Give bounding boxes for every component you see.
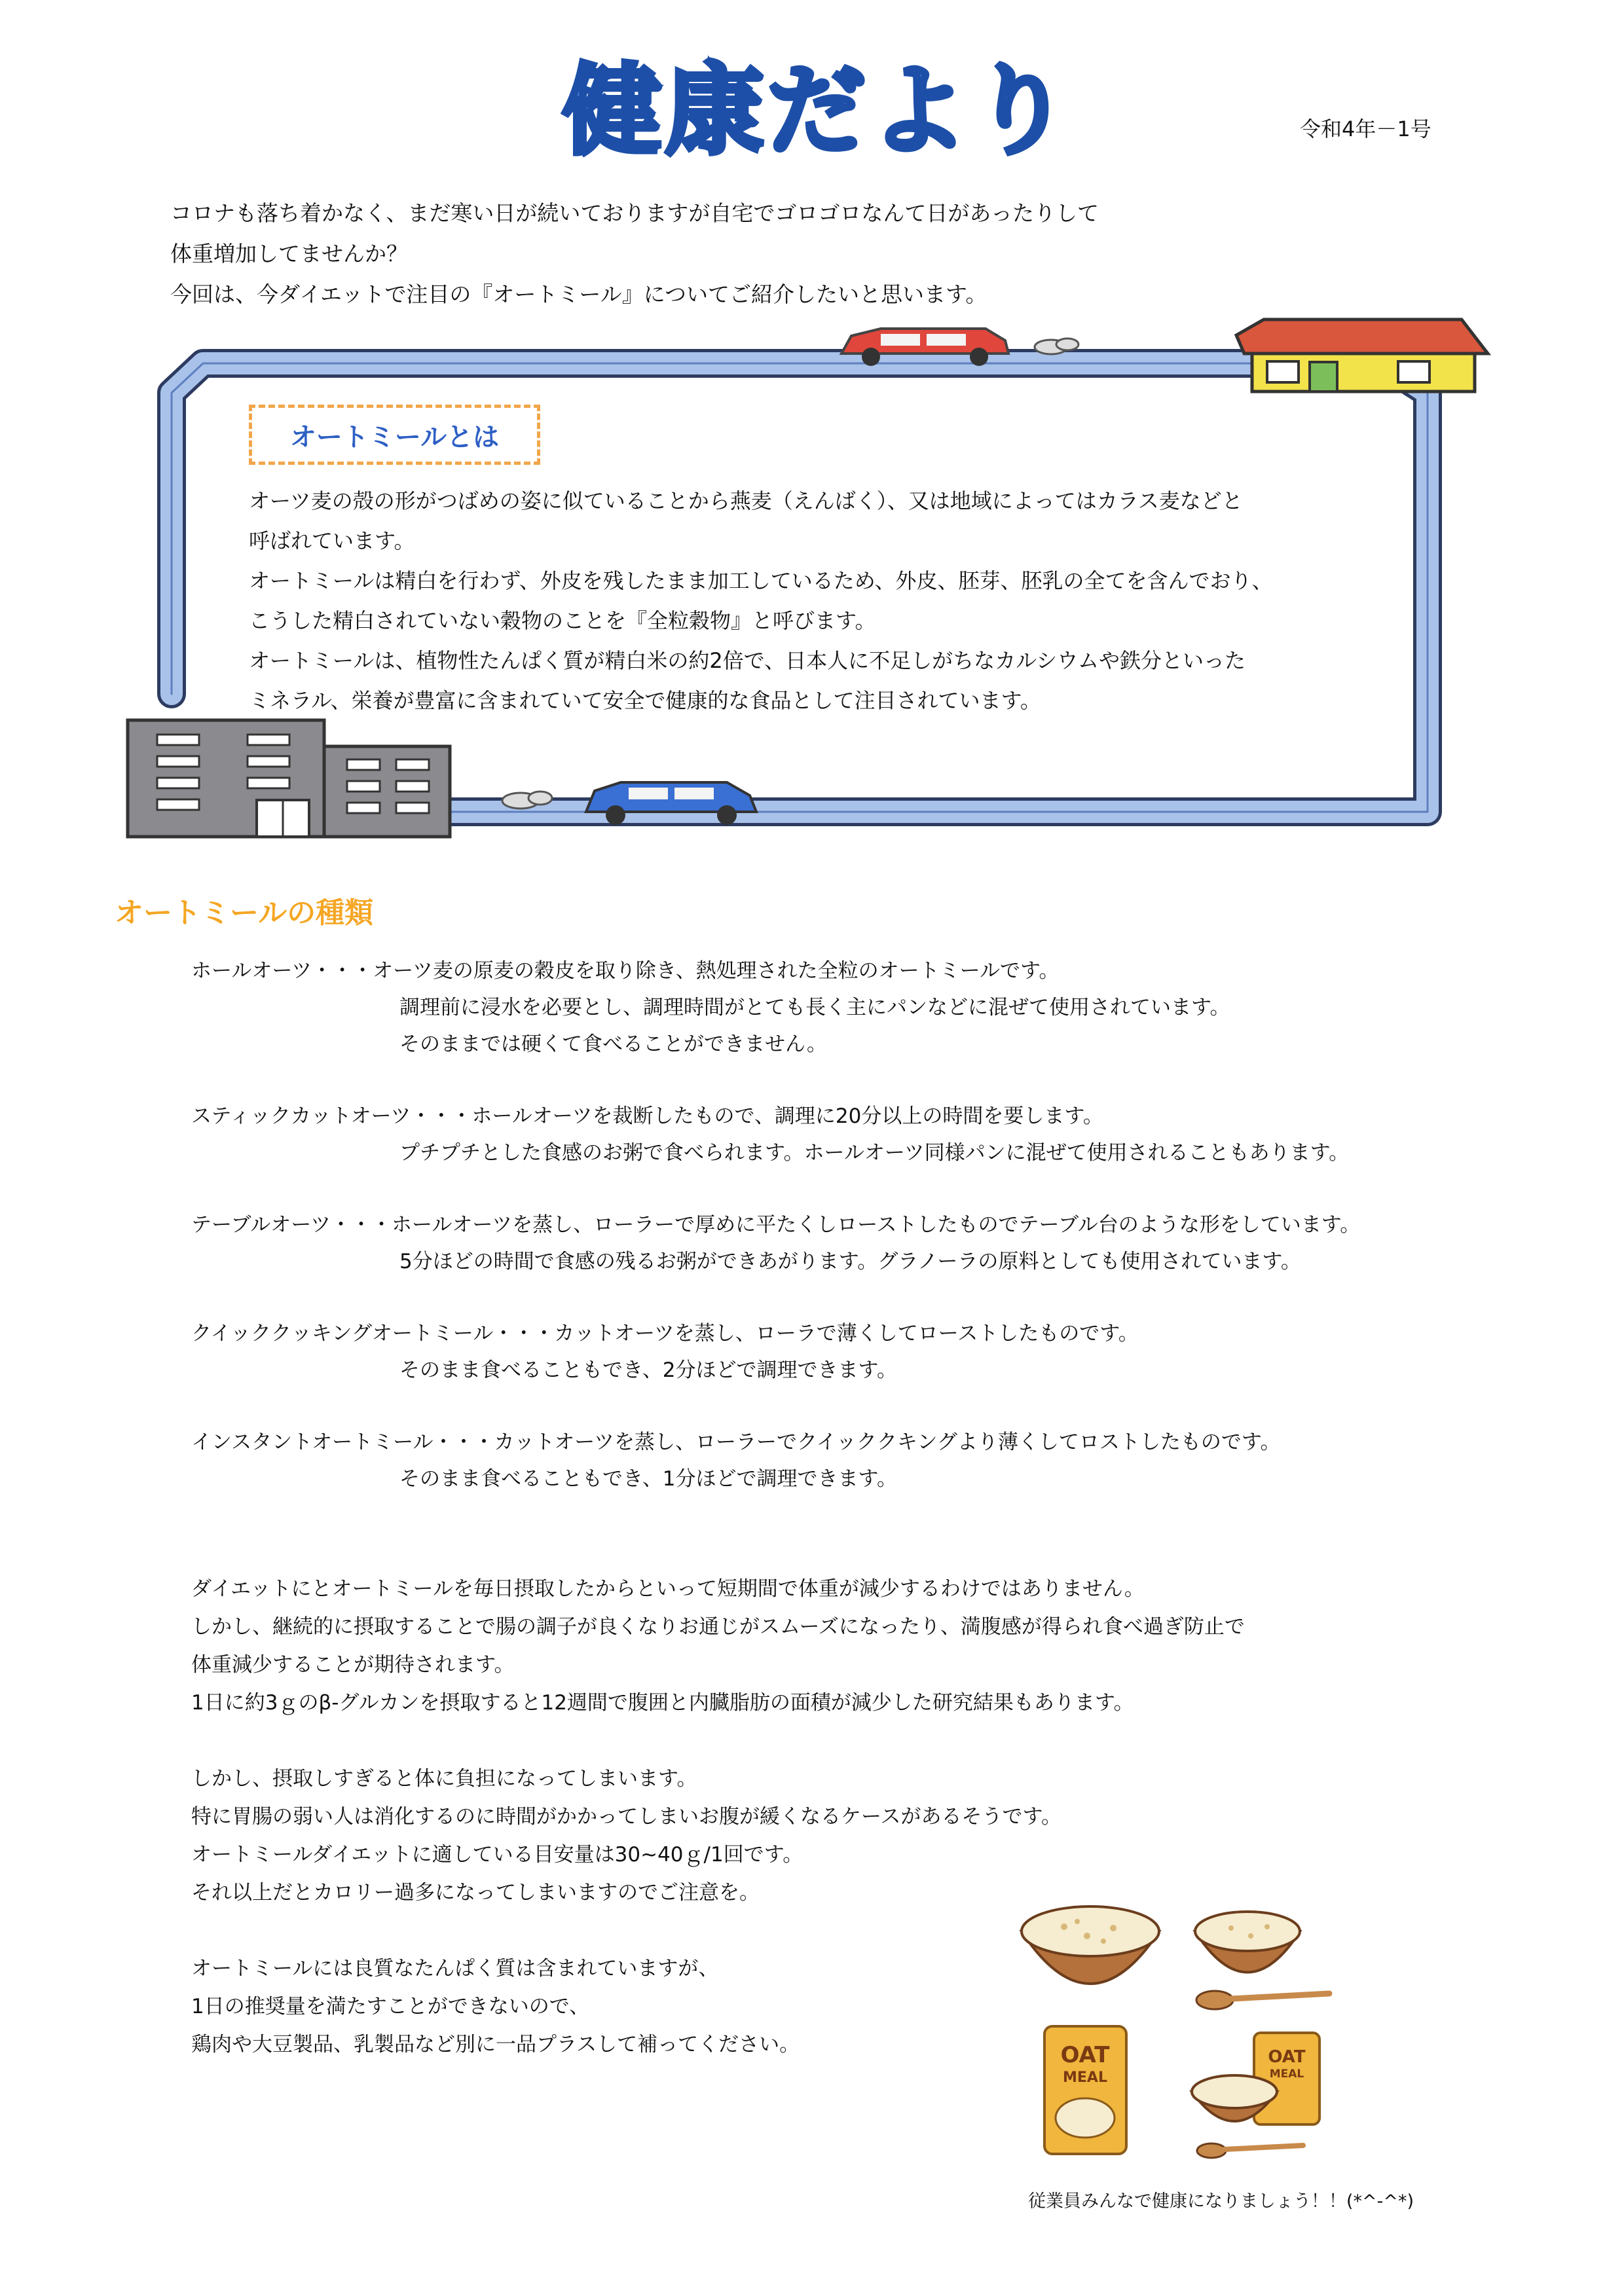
body-line: 1日に約3ｇのβ-グルカンを摂取すると12週間で腹囲と内臓脂肪の面積が減少した研究結果もあります。 <box>191 1691 1134 1715</box>
type-line: インスタントオートミール・・・カットオーツを蒸し、ローラーでクイッククキングより薄くしてロストしたものです。 <box>191 1430 1281 1454</box>
type-line: テーブルオーツ・・・ホールオーツを蒸し、ローラーで厚めに平たくしローストしたものでテーブル台のような形をしています。 <box>191 1213 1361 1237</box>
spoon-icon <box>1197 2143 1303 2158</box>
house-icon <box>1236 319 1488 392</box>
about-line: ミネラル、栄養が豊富に含まれていて安全で健康的な食品として注目されています。 <box>249 688 1041 713</box>
body-line: オートミールダイエットに適している目安量は30~40ｇ/1回です。 <box>191 1843 803 1867</box>
type-line: ホールオーツ・・・オーツ麦の原麦の穀皮を取り除き、熱処理された全粒のオートミールです。 <box>191 959 1060 983</box>
body-line: しかし、継続的に摂取することで腸の調子が良くなりお通じがスムーズになったり、満腹感が得られ食べ過ぎ防止で <box>191 1615 1245 1639</box>
about-line: こうした精白されていない穀物のことを『全粒穀物』と呼びます。 <box>249 608 876 633</box>
types-heading: オートミールの種類 <box>115 896 374 930</box>
type-item-steel-cut-oats <box>191 1098 1360 1171</box>
about-text <box>249 481 1273 721</box>
oatmeal-bowl-icon <box>1195 1912 1300 1973</box>
type-item-quick-cooking <box>191 1315 1360 1389</box>
bag-label-meal: MEAL <box>1269 2068 1304 2081</box>
types-list <box>191 953 1360 1533</box>
type-line: プチプチとした食感のお粥で食べられます。ホールオーツ同様パンに混ぜて使用されることもあります。 <box>399 1141 1350 1165</box>
body-line: オートミールには良質なたんぱく質は含まれていますが、 <box>191 1957 719 1980</box>
type-line: そのまま食べることもでき、2分ほどで調理できます。 <box>399 1358 898 1382</box>
type-line: スティックカットオーツ・・・ホールオーツを裁断したもので、調理に20分以上の時間を要します。 <box>191 1104 1103 1128</box>
paragraph-diet-effect <box>191 1570 1245 1722</box>
issue-number: 令和4年－1号 <box>1300 117 1431 141</box>
body-line: ダイエットにとオートミールを毎日摂取したからといって短期間で体重が減少するわけではありません。 <box>191 1577 1145 1601</box>
body-line: 体重減少することが期待されます。 <box>191 1653 515 1677</box>
about-line: オーツ麦の殻の形がつばめの姿に似ていることから燕麦（えんばく）、又は地域によってはカラス麦などと <box>249 488 1243 513</box>
type-line: 5分ほどの時間で食感の残るお粥ができあがります。グラノーラの原料としても使用されています。 <box>399 1250 1301 1273</box>
type-item-whole-oats <box>191 953 1360 1063</box>
body-line: それ以上だとカロリー過多になってしまいますのでご注意を。 <box>191 1881 760 1904</box>
bag-label-oat: OAT <box>1268 2047 1306 2067</box>
page-title: 健康だより <box>563 54 1075 168</box>
paragraph-caution <box>191 1760 1245 1912</box>
about-line: オートミールは精白を行わず、外皮を残したまま加工しているため、外皮、胚芽、胚乳の全てを含んでおり、 <box>249 568 1273 593</box>
closing-message: 従業員みんなで健康になりましょう！！(*^-^*) <box>1028 2191 1414 2212</box>
type-line: そのまま食べることもでき、1分ほどで調理できます。 <box>399 1467 898 1491</box>
body-line: 鶏肉や大豆製品、乳製品など別に一品プラスして補ってください。 <box>191 2033 800 2056</box>
oatmeal-bag-icon <box>1044 2026 1126 2154</box>
intro-line: コロナも落ち着かなく、まだ寒い日が続いておりますが自宅でゴロゴロなんて日があったりして <box>170 200 1099 226</box>
spoon-icon <box>1196 1991 1329 2009</box>
about-line: 呼ばれています。 <box>249 528 415 553</box>
type-item-table-oats <box>191 1207 1360 1280</box>
type-line: クイッククッキングオートミール・・・カットオーツを蒸し、ローラで薄くしてローストしたものです。 <box>191 1322 1139 1345</box>
intro-line: 体重増加してませんか？ <box>170 241 408 266</box>
about-line: オートミールは、植物性たんぱく質が精白米の約2倍で、日本人に不足しがちなカルシウムや鉄分といった <box>249 648 1246 673</box>
office-building-icon <box>128 720 450 837</box>
type-line: そのままでは硬くて食べることができません。 <box>399 1032 827 1056</box>
type-line: 調理前に浸水を必要とし、調理時間がとても長く主にパンなどに混ぜて使用されています。 <box>399 996 1230 1019</box>
bag-label-oat: OAT <box>1060 2042 1110 2068</box>
oatmeal-bowl-icon <box>1022 1906 1159 1984</box>
oatmeal-illustration <box>1008 1895 1349 2170</box>
type-item-instant <box>191 1424 1360 1497</box>
bag-label-meal: MEAL <box>1063 2069 1107 2086</box>
road-frame-illustration <box>0 0 1624 877</box>
body-line: 特に胃腸の弱い人は消化するのに時間がかかってしまいお腹が緩くなるケースがあるそうです。 <box>191 1805 1061 1829</box>
body-line: しかし、摂取しすぎると体に負担になってしまいます。 <box>191 1767 697 1791</box>
body-line: 1日の推奨量を満たすことができないので、 <box>191 1995 590 2018</box>
intro-line: 今回は、今ダイエットで注目の『オートミール』についてご紹介したいと思います。 <box>170 282 987 307</box>
about-heading: オートミールとは <box>249 405 540 465</box>
